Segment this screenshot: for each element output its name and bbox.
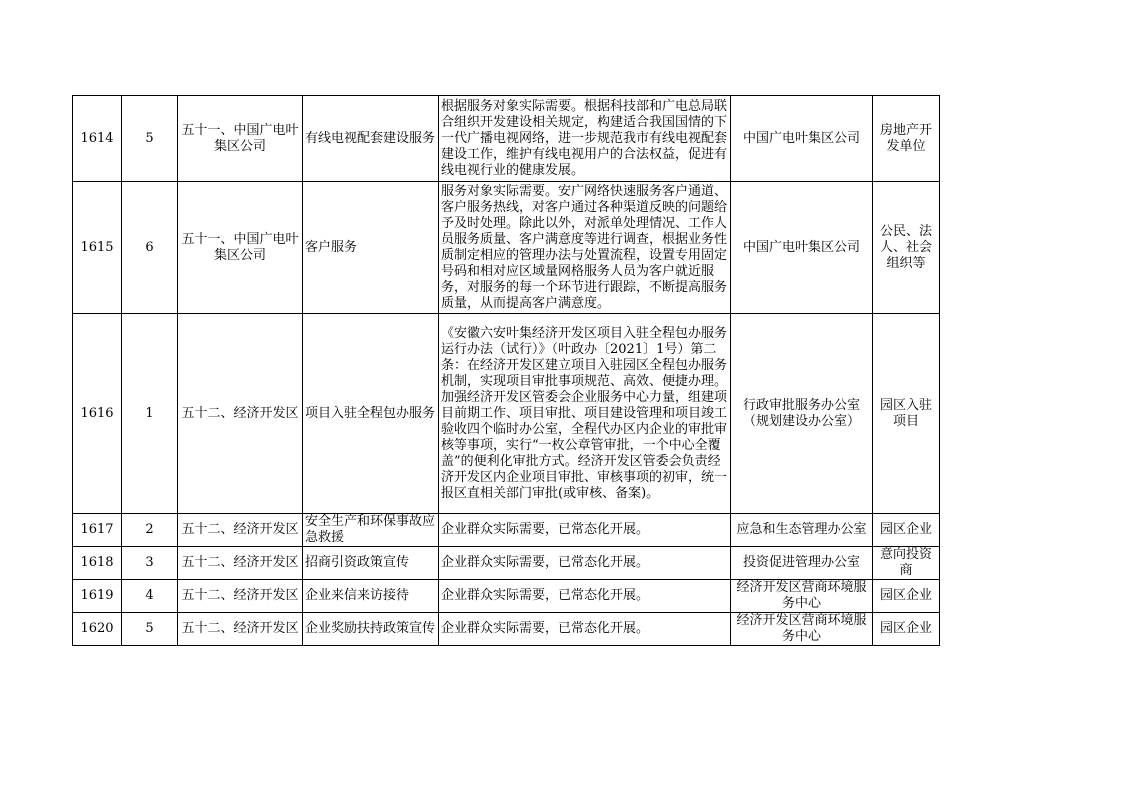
row-number: 1618 <box>73 547 122 580</box>
row-number: 1614 <box>73 96 122 182</box>
department-cell: 五十一、中国广电叶集区公司 <box>178 182 303 314</box>
service-name-cell: 招商引资政策宣传 <box>303 547 439 580</box>
basis-cell: 企业群众实际需要，已常态化开展。 <box>439 547 731 580</box>
service-list-table <box>72 95 940 646</box>
sub-number: 4 <box>122 580 178 613</box>
sub-number: 6 <box>122 182 178 314</box>
department-cell: 五十二、经济开发区 <box>178 514 303 547</box>
target-cell: 园区企业 <box>873 613 940 646</box>
row-number: 1619 <box>73 580 122 613</box>
department-cell: 五十二、经济开发区 <box>178 580 303 613</box>
department-cell: 五十二、经济开发区 <box>178 547 303 580</box>
table-row <box>73 514 940 547</box>
target-cell: 公民、法人、社会组织等 <box>873 182 940 314</box>
target-cell: 园区入驻项目 <box>873 314 940 514</box>
basis-cell: 根据服务对象实际需要。根据科技部和广电总局联合组织开发建设相关规定，构建适合我国国情的下一代广播电视网络，进一步规范我市有线电视配套建设工作，维护有线电视用户的合法权益，促进有线电视行业的健康发展。 <box>439 96 731 182</box>
table-row <box>73 580 940 613</box>
table-row <box>73 613 940 646</box>
unit-cell: 中国广电叶集区公司 <box>731 182 873 314</box>
unit-cell: 投资促进管理办公室 <box>731 547 873 580</box>
department-cell: 五十二、经济开发区 <box>178 314 303 514</box>
unit-cell: 行政审批服务办公室（规划建设办公室） <box>731 314 873 514</box>
basis-cell: 《安徽六安叶集经济开发区项目入驻全程包办服务运行办法（试行）》（叶政办〔2021〕1号）第二条：在经济开发区建立项目入驻园区全程包办服务机制，实现项目审批事项规范、高效、便捷办理。加强经济开发区管委会企业服务中心力量，组建项目前期工作、项目审批、项目建设管理和项目竣工验收四个临时办公室，全程代办区内企业的审批审核等事项，实行“一枚公章管审批，一个中心全覆盖”的便利化审批方式。经济开发区管委会负责经济开发区内企业项目审批、审核事项的初审，统一报区直相关部门审批(或审核、备案)。 <box>439 314 731 514</box>
table-row <box>73 182 940 314</box>
sub-number: 1 <box>122 314 178 514</box>
unit-cell: 应急和生态管理办公室 <box>731 514 873 547</box>
table-row <box>73 314 940 514</box>
basis-cell: 企业群众实际需要，已常态化开展。 <box>439 580 731 613</box>
service-name-cell: 客户服务 <box>303 182 439 314</box>
service-name-cell: 安全生产和环保事故应急救援 <box>303 514 439 547</box>
table-row <box>73 547 940 580</box>
basis-cell: 企业群众实际需要，已常态化开展。 <box>439 613 731 646</box>
basis-cell: 服务对象实际需要。安广网络快速服务客户通道、客户服务热线，对客户通过各种渠道反映的问题给予及时处理。除此以外，对派单处理情况、工作人员服务质量、客户满意度等进行调查，根据业务性质制定相应的管理办法与处置流程，设置专用固定号码和相对应区域量网格服务人员为客户就近服务，对服务的每一个环节进行跟踪，不断提高服务质量，从而提高客户满意度。 <box>439 182 731 314</box>
basis-cell: 企业群众实际需要，已常态化开展。 <box>439 514 731 547</box>
target-cell: 园区企业 <box>873 580 940 613</box>
department-cell: 五十二、经济开发区 <box>178 613 303 646</box>
sub-number: 5 <box>122 96 178 182</box>
sub-number: 2 <box>122 514 178 547</box>
service-name-cell: 企业奖励扶持政策宣传 <box>303 613 439 646</box>
row-number: 1617 <box>73 514 122 547</box>
service-name-cell: 企业来信来访接待 <box>303 580 439 613</box>
service-name-cell: 项目入驻全程包办服务 <box>303 314 439 514</box>
target-cell: 意向投资商 <box>873 547 940 580</box>
row-number: 1615 <box>73 182 122 314</box>
target-cell: 园区企业 <box>873 514 940 547</box>
unit-cell: 中国广电叶集区公司 <box>731 96 873 182</box>
row-number: 1616 <box>73 314 122 514</box>
sub-number: 3 <box>122 547 178 580</box>
sub-number: 5 <box>122 613 178 646</box>
target-cell: 房地产开发单位 <box>873 96 940 182</box>
unit-cell: 经济开发区营商环境服务中心 <box>731 580 873 613</box>
unit-cell: 经济开发区营商环境服务中心 <box>731 613 873 646</box>
table-row <box>73 96 940 182</box>
department-cell: 五十一、中国广电叶集区公司 <box>178 96 303 182</box>
service-name-cell: 有线电视配套建设服务 <box>303 96 439 182</box>
row-number: 1620 <box>73 613 122 646</box>
